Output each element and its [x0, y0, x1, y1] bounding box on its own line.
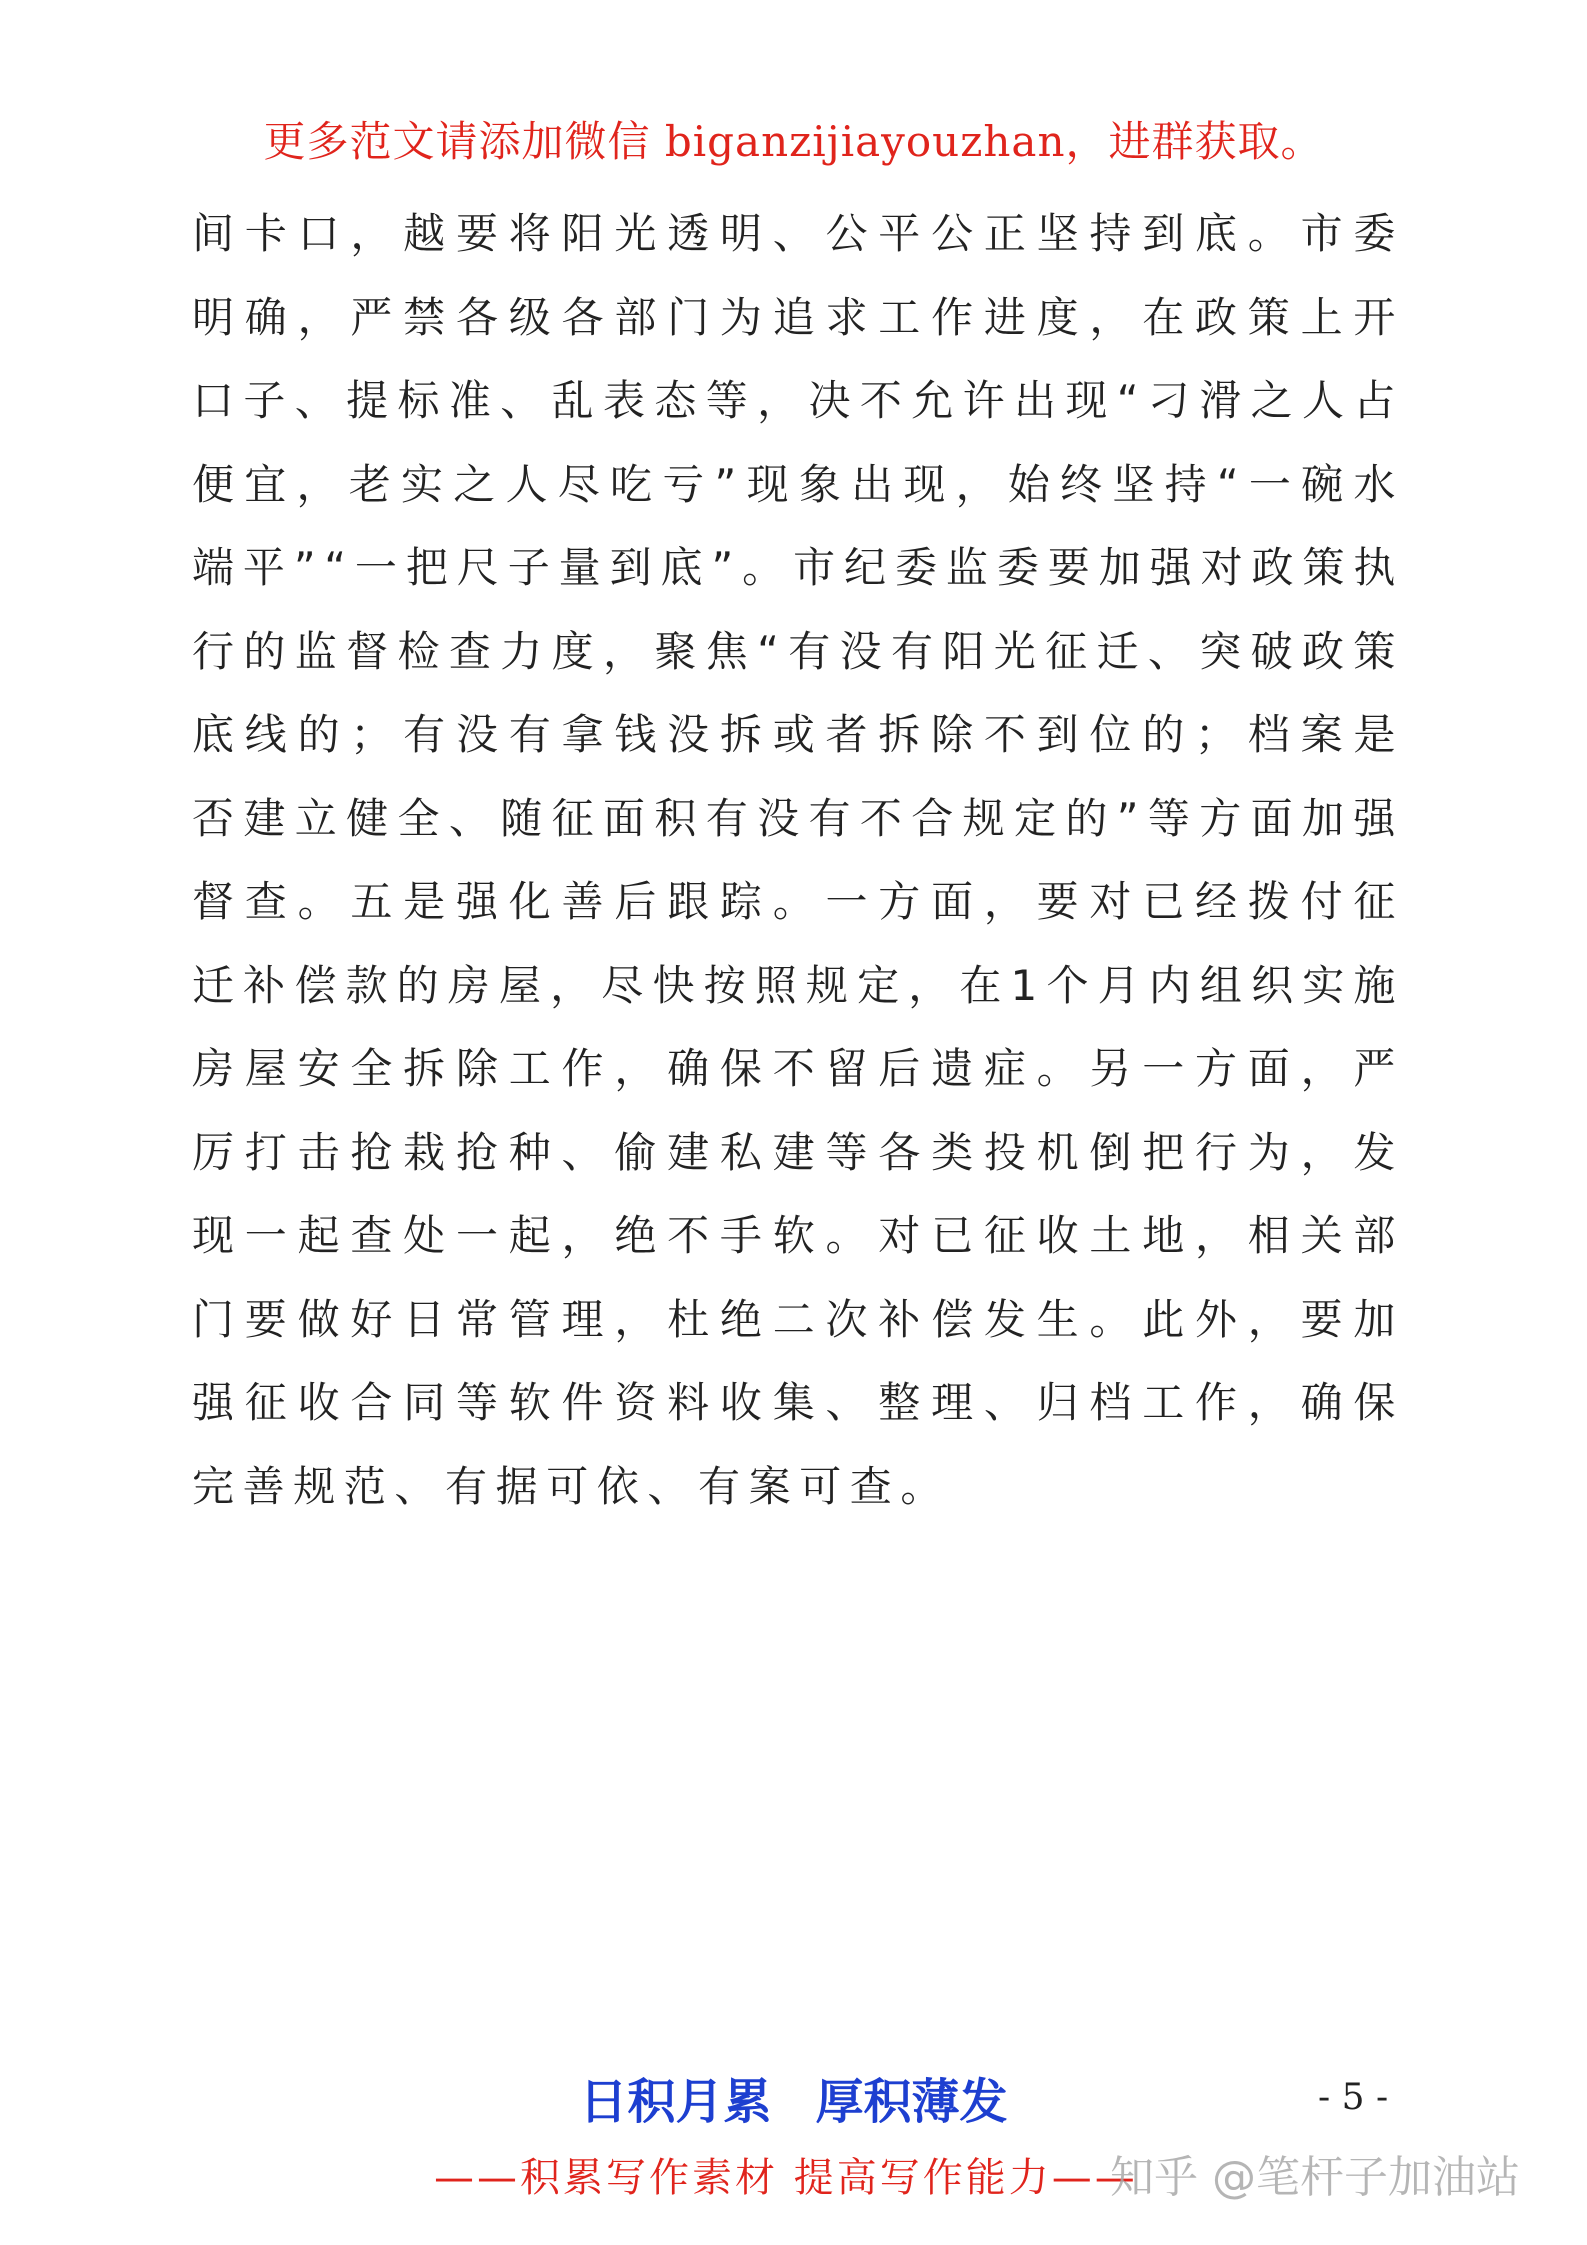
footer-slogan: ——积累写作素材 提高写作能力—— [434, 2155, 1138, 2201]
footer-motto-left: 日积月累 [579, 2074, 772, 2130]
body-content [192, 192, 1404, 1528]
footer-motto-right: 厚积薄发 [815, 2074, 1008, 2130]
watermark-text: 知乎 @笔杆子加油站 [1110, 2152, 1520, 2203]
header-promo-text: 更多范文请添加微信 biganzijiayouzhan，进群获取。 [263, 117, 1324, 166]
page-number: - 5 - [1318, 2077, 1389, 2118]
body-paragraph: 间卡口，越要将阳光透明、公平公正坚持到底。市委明确，严禁各级各部门为追求工作进度，在政策上开口子、提标准、乱表态等，决不允许出现“刁滑之人占便宜，老实之人尽吃亏”现象出现，始终坚持“一碗水端平”“一把尺子量到底”。市纪委监委要加强对政策执行的监督检查力度，聚焦“有没有阳光征迁、突破政策底线的；有没有拿钱没拆或者拆除不到位的；档案是否建立健全、随征面积有没有不合规定的”等方面加强督查。五是强化善后跟踪。一方面，要对已经拨付征迁补偿款的房屋，尽快按照规定，在1个月内组织实施房屋安全拆除工作，确保不留后遗症。另一方面，严厉打击抢栽抢种、偷建私建等各类投机倒把行为，发现一起查处一起，绝不手软。对已征收土地，相关部门要做好日常管理，杜绝二次补偿发生。此外，要加强征收合同等软件资料收集、整理、归档工作，确保完善规范、有据可依、有案可查。 [192, 209, 1404, 1511]
